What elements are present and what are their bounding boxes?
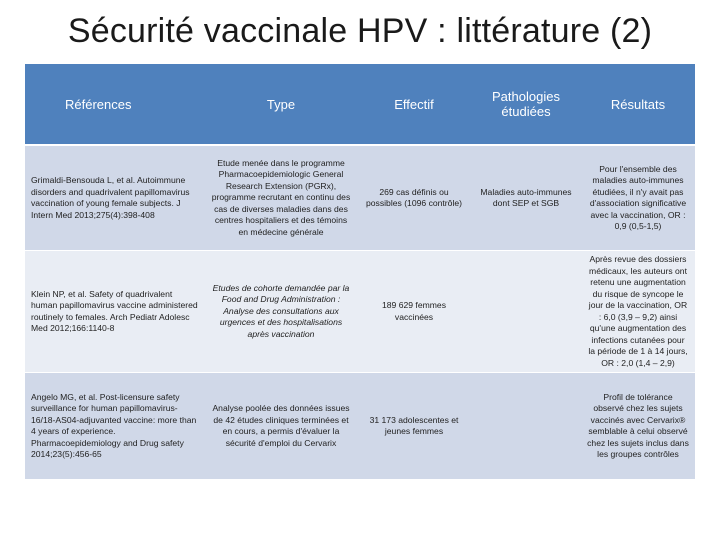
cell-resultats: Après revue des dossiers médicaux, les auteurs ont retenu une augmentation du risque de syncope le jour de la vaccination, OR : 6,0 (3,9 – 9,2) ainsi qu'une augmentation des infections cutanées pour la période de 1 à 14 jours, OR : 2,0 (1,4 – 2,9) <box>581 251 695 373</box>
table-row <box>25 251 695 373</box>
header-references: Références <box>25 64 205 145</box>
cell-effectif: 31 173 adolescentes et jeunes femmes <box>357 373 471 480</box>
cell-resultats: Pour l'ensemble des maladies auto-immunes étudiées, il n'y avait pas d'association significative avec la vaccination, OR : 0,9 (0,5-1,5) <box>581 145 695 251</box>
slide-title: Sécurité vaccinale HPV : littérature (2) <box>67 12 653 50</box>
cell-reference: Klein NP, et al. Safety of quadrivalent human papillomavirus vaccine administered routinely to females. Arch Pediatr Adolesc Med 2012;166:1140-8 <box>25 251 205 373</box>
cell-type: Etude menée dans le programme Pharmacoepidemiologic General Research Extension (PGRx), programme recrutant en continu des cas de diverses maladies dans des centres hospitaliers et des témoins en médecine générale <box>205 145 357 251</box>
cell-pathologies <box>471 373 581 480</box>
header-pathologies: Pathologies étudiées <box>471 64 581 145</box>
header-resultats: Résultats <box>581 64 695 145</box>
cell-pathologies: Maladies auto-immunes dont SEP et SGB <box>471 145 581 251</box>
header-row <box>25 64 695 145</box>
cell-type: Etudes de cohorte demandée par la Food and Drug Administration : Analyse des consultations aux urgences et des hospitalisations après vaccination <box>205 251 357 373</box>
cell-effectif: 269 cas définis ou possibles (1096 contrôle) <box>357 145 471 251</box>
cell-reference: Grimaldi-Bensouda L, et al. Autoimmune disorders and quadrivalent papillomavirus vaccination of young female subjects. J Intern Med 2013;275(4):398-408 <box>25 145 205 251</box>
cell-reference: Angelo MG, et al. Post-licensure safety surveillance for human papillomavirus-16/18-AS04-adjuvanted vaccine: more than 4 years of experience. Pharmacoepidemiology and Drug safety 2014;23(5):456-65 <box>25 373 205 480</box>
cell-pathologies <box>471 251 581 373</box>
header-type: Type <box>205 64 357 145</box>
cell-type: Analyse poolée des données issues de 42 études cliniques terminées et en cours, a permis d'évaluer la sécurité d'emploi du Cervarix <box>205 373 357 480</box>
cell-effectif: 189 629 femmes vaccinées <box>357 251 471 373</box>
cell-resultats: Profil de tolérance observé chez les sujets vaccinés avec Cervarix® semblable à celui observé chez les sujets inclus dans les groupes contrôles <box>581 373 695 480</box>
header-effectif: Effectif <box>357 64 471 145</box>
table-row <box>25 145 695 251</box>
table-row <box>25 373 695 480</box>
literature-table <box>25 64 695 480</box>
